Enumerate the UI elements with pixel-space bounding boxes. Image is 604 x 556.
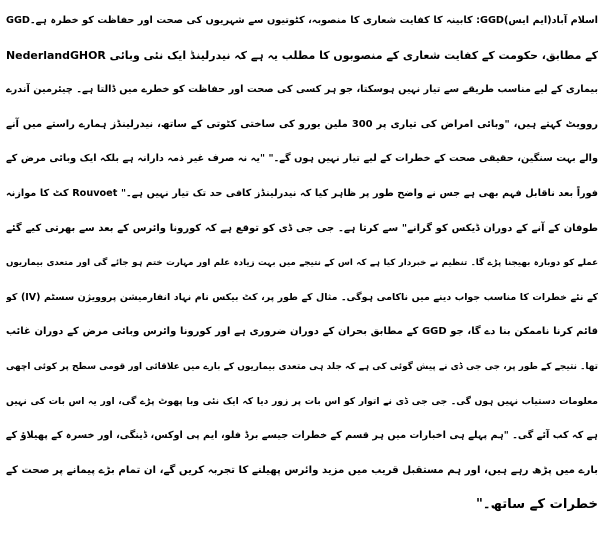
article-line: روویٹ کہتے ہیں، "وبائی امراض کی تیاری پر 300 ملین یورو کی ساختی کٹوتی کے ساتھ، نیدرلینڈز ہمارے راستے میں آنے [6, 118, 598, 130]
article-line: خطرات کے ساتھ۔" [476, 497, 598, 513]
article-line: طوفان کے آنے کے دوران ڈیکس کو گرانے" سے کرتا ہے۔ جی جی ڈی کو توقع ہے کہ کورونا وائرس کے بعد سے بھرتی کیے گئے [6, 222, 598, 234]
article-line: تھا۔ نتیجے کے طور پر، جی جی ڈی نے پیش گوئی کی ہے کہ جلد ہی متعدی بیماریوں کے بارے میں علاقائی اور قومی سطح پر کوئی اچھی [6, 361, 598, 372]
article-line: کے نئے خطرات کا مناسب جواب دینے میں ناکامی ہوگی۔ مثال کے طور پر، کٹ بیکس نام نہاد انفارمیشن پروویژن سسٹم (IV) کو [6, 291, 598, 303]
article-line: کے مطابق، حکومت کے کفایت شعاری کے منصوبوں کا مطلب یہ ہے کہ نیدرلینڈ ایک نئی وبائی NederlandGHOR [6, 48, 598, 62]
article-line: بارے میں پڑھ رہے ہیں، اور ہم مستقبل قریب میں مزید وائرس پھیلنے کا تجربہ کریں گے، ان تمام بڑے پیمانے پر صحت کے [6, 464, 598, 476]
article-line: معلومات دستیاب نہیں ہوں گی۔ جی جی ڈی نے اتوار کو اس بات پر زور دیا کہ ایک نئی وبا پھوٹ پڑے گی، اور یہ اس بات کی نہیں [6, 395, 598, 407]
article-line: ہے کہ کب آئے گی۔ "ہم پہلے ہی اخبارات میں ہر قسم کے خطرات جیسے برڈ فلو، ایم پی اوکس، ڈینگی، اور خسرہ کے پھیلاؤ کے [6, 430, 598, 442]
article-line: بیماری کے لیے مناسب طریقے سے تیار نہیں ہوسکتا، جو ہر کسی کی صحت اور حفاظت کو خطرے میں ڈالتا ہے۔ چیئرمین آندرے [6, 84, 598, 96]
article-line: قائم کرنا ناممکن بنا دے گا، جو GGD کے مطابق بحران کے دوران ضروری ہے اور کورونا وائرس وبائی مرض کے دوران غائب [6, 326, 598, 338]
article-line: عملے کو دوبارہ بھیجنا پڑے گا۔ تنظیم نے خبردار کیا ہے کہ اس کے نتیجے میں بہت زیادہ علم اور مہارت ختم ہو جائے گی اور متعدی بیماریوں [6, 258, 598, 269]
article-line: فوراً بعد ناقابل فہم بھی ہے جس نے واضح طور پر ظاہر کیا کہ نیدرلینڈز کافی حد تک تیار نہیں ہے۔" Rouvoet کٹ کا موازنہ [6, 187, 598, 199]
article-line: والے بہت سنگین، حقیقی صحت کے خطرات کے لیے تیار نہیں ہوں گے۔" "یہ نہ صرف غیر ذمہ دارانہ ہے بلکہ ایک وبائی مرض کے [6, 153, 598, 165]
article-line: اسلام آباد(ایم ایس)GGD: کابینہ کا کفایت شعاری کا منصوبہ، کٹوتیوں سے شہریوں کی صحت اور حفاظت کو خطرہ ہے۔GGD [6, 15, 598, 26]
